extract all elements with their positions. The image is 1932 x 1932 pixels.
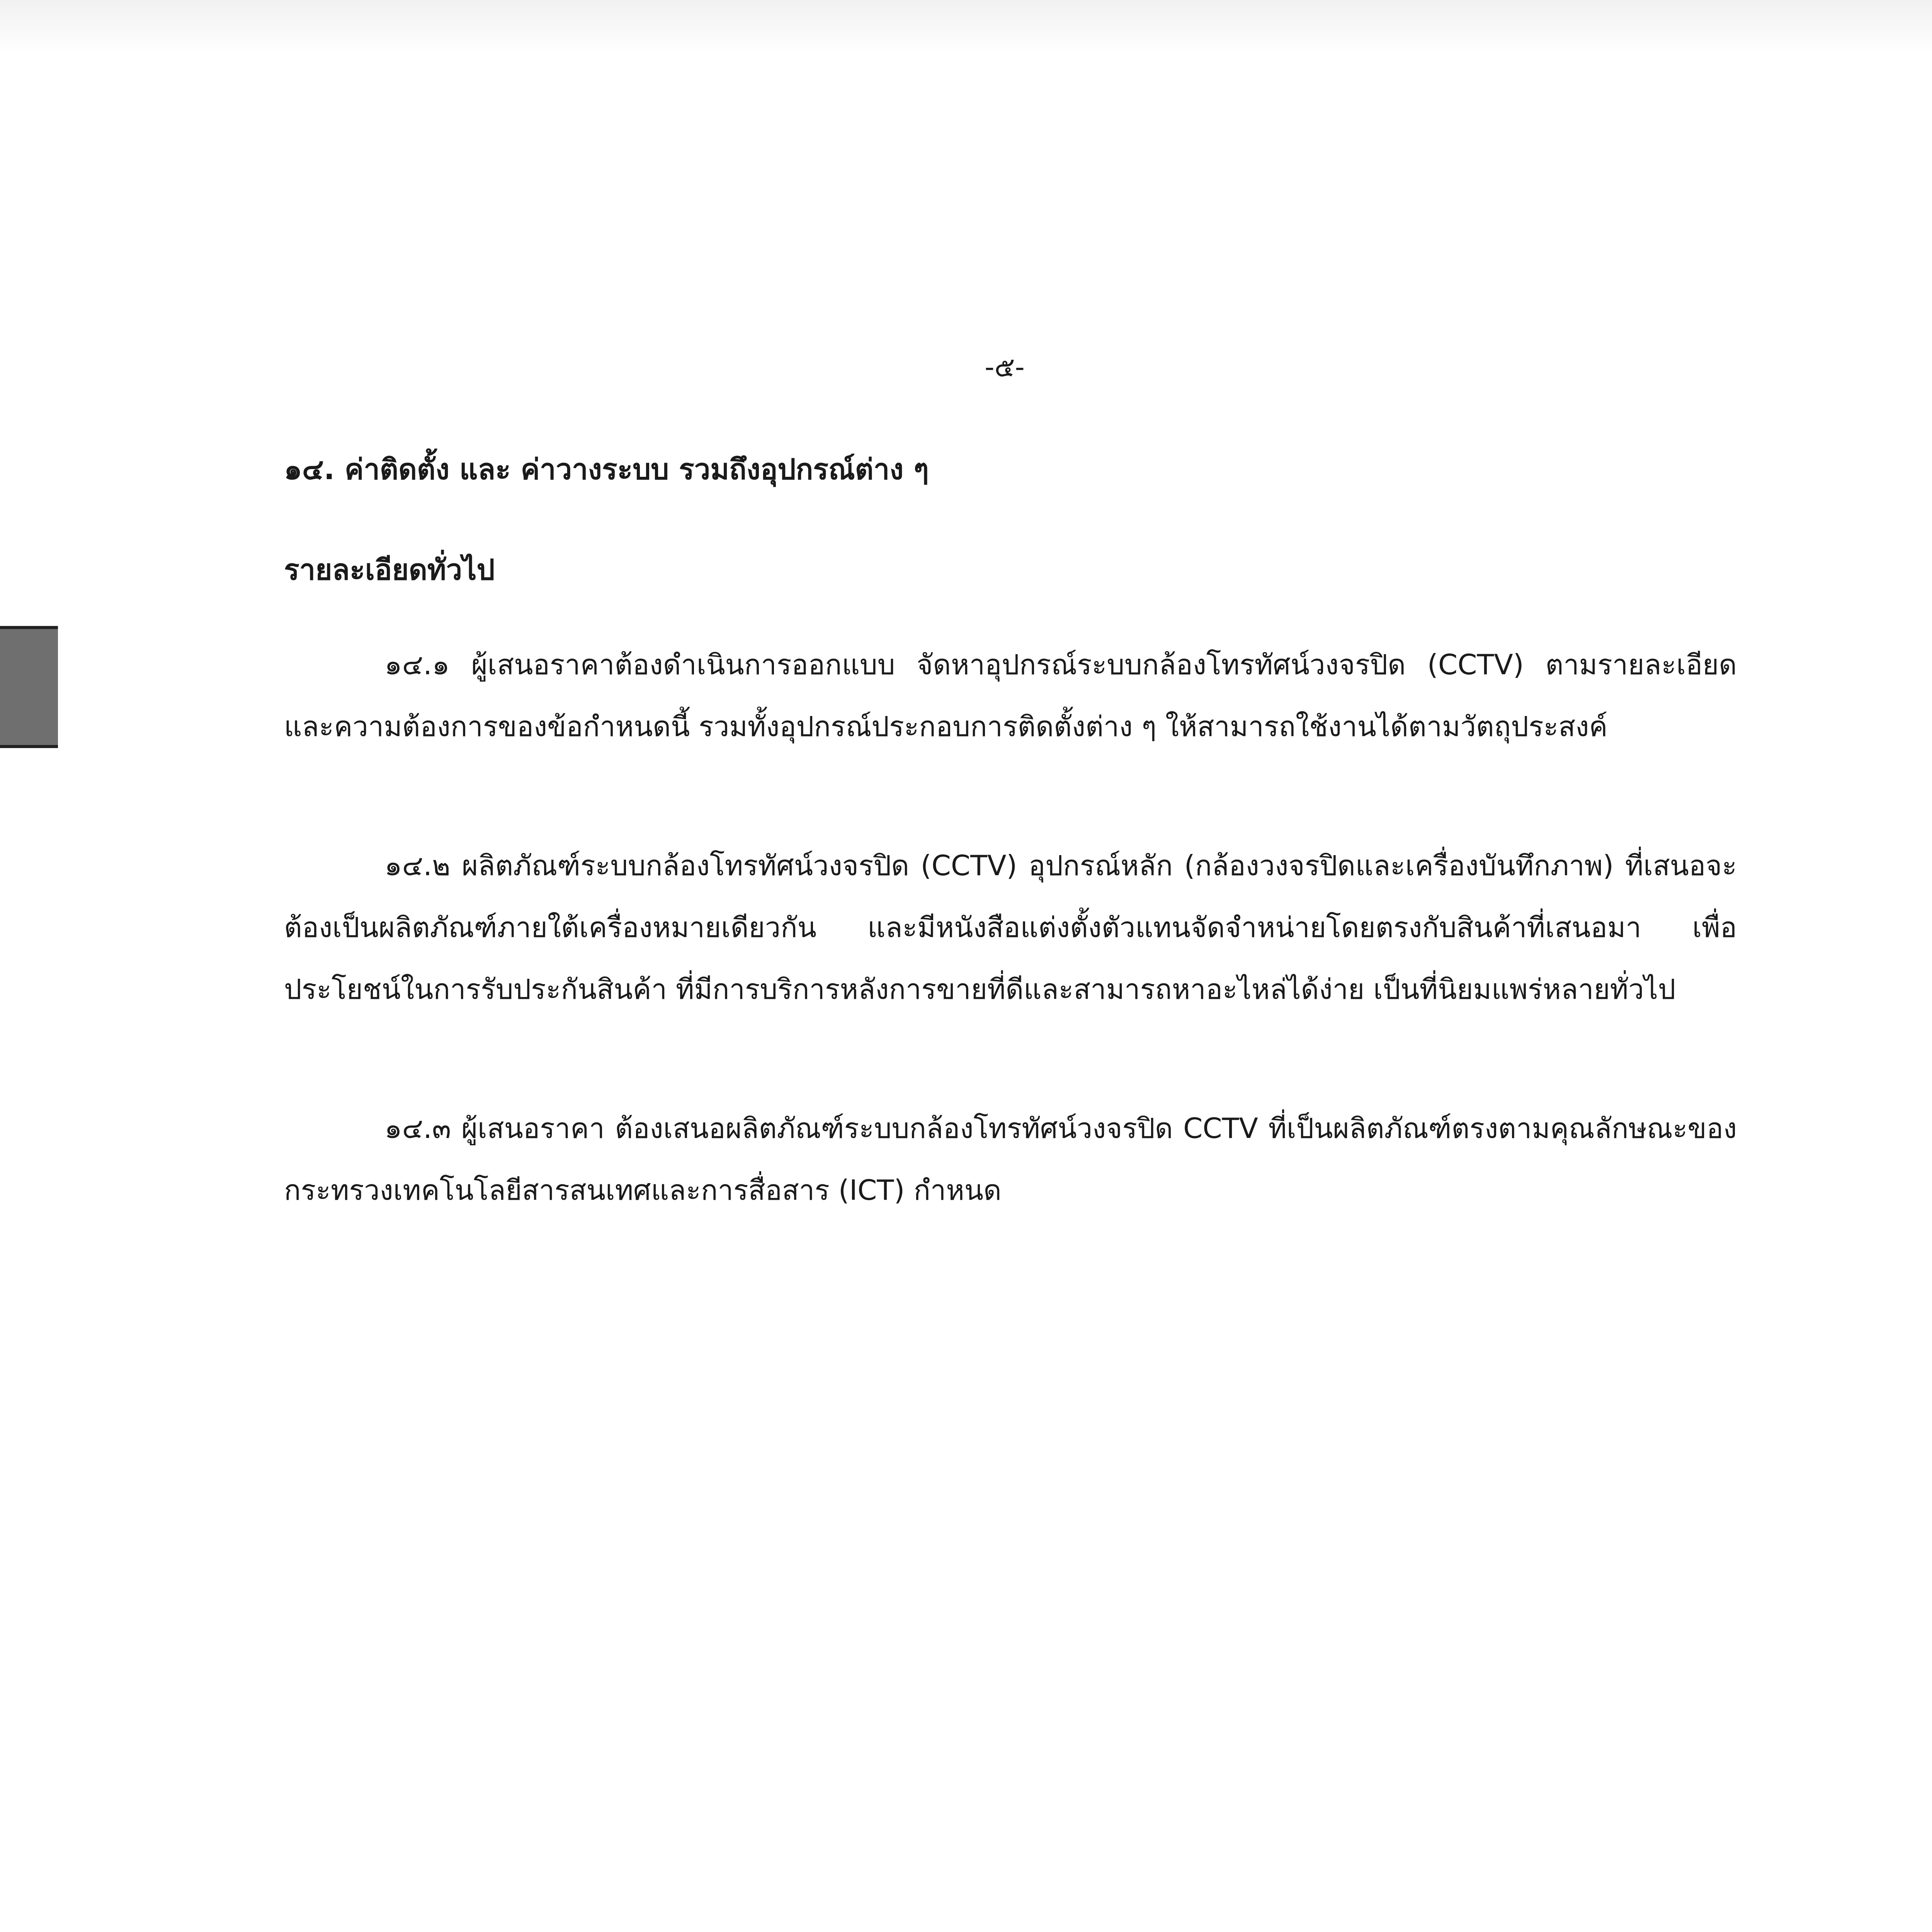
scan-edge: [0, 0, 1932, 54]
section-title: ๑๔. ค่าติดตั้ง และ ค่าวางระบบ รวมถึงอุปกรณ์ต่าง ๆ: [284, 453, 929, 486]
paragraph-14-2: ๑๔.๒ ผลิตภัณฑ์ระบบกล้องโทรทัศน์วงจรปิด (CCTV) อุปกรณ์หลัก (กล้องวงจรปิดและเครื่องบันทึกภาพ) ที่เสนอจะต้องเป็นผลิตภัณฑ์ภายใต้เครื่องหมายเดียวกัน และมีหนังสือแต่งตั้งตัวแทนจัดจำหน่ายโดยตรงกับสินค้าที่เสนอมา เพื่อประโยชน์ในการรับประกันสินค้า ที่มีการบริการหลังการขายที่ดีและสามารถหาอะไหล่ได้ง่าย เป็นที่นิยมแพร่หลายทั่วไป: [284, 849, 1737, 1005]
binder-tab-mark: [0, 626, 58, 748]
paragraph-14-3: ๑๔.๓ ผู้เสนอราคา ต้องเสนอผลิตภัณฑ์ระบบกล้องโทรทัศน์วงจรปิด CCTV ที่เป็นผลิตภัณฑ์ตรงตามคุณลักษณะของกระทรวงเทคโนโลยีสารสนเทศและการสื่อสาร (ICT) กำหนด: [284, 1112, 1737, 1206]
section-subtitle: รายละเอียดทั่วไป: [284, 553, 495, 587]
page-number: -๕-: [985, 351, 1025, 383]
paragraph-14-1: ๑๔.๑ ผู้เสนอราคาต้องดำเนินการออกแบบ จัดหาอุปกรณ์ระบบกล้องโทรทัศน์วงจรปิด (CCTV) ตามรายละเอียด และความต้องการของข้อกำหนดนี้ รวมทั้งอุปกรณ์ประกอบการติดตั้งต่าง ๆ ให้สามารถใช้งานได้ตามวัตถุประสงค์: [284, 648, 1737, 743]
